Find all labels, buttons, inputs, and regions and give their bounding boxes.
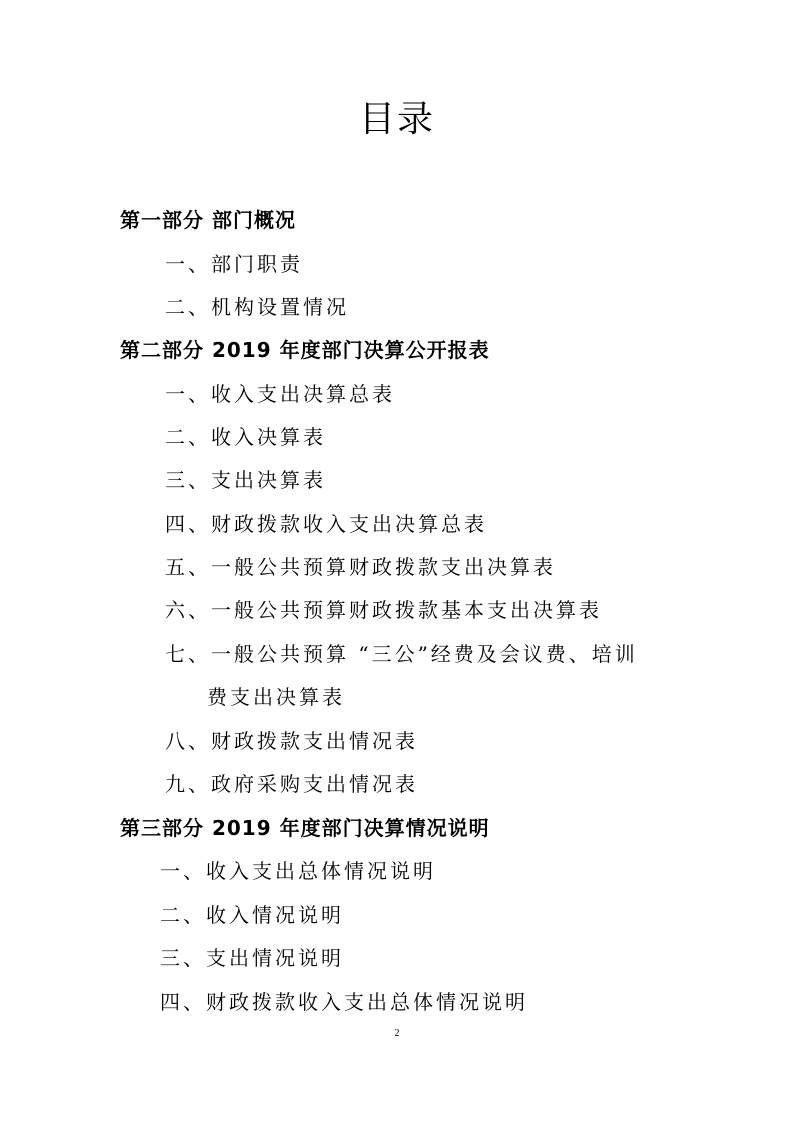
page-title: 目录 [358,99,435,140]
toc-item-general-budget-expenditure[interactable]: 五、一般公共预算财政拨款支出决算表 [165,555,556,579]
toc-item-general-budget-basic-expenditure[interactable]: 六、一般公共预算财政拨款基本支出决算表 [165,598,602,622]
toc-part-3-heading[interactable]: 第三部分 2019 年度部门决算情况说明 [120,816,490,840]
toc-item-income-expenditure-summary[interactable]: 一、收入支出决算总表 [165,382,395,406]
toc-item-income-explanation[interactable]: 二、收入情况说明 [160,903,344,927]
toc-item-overall-explanation[interactable]: 一、收入支出总体情况说明 [160,859,436,883]
toc-item-organization-setup[interactable]: 二、机构设置情况 [165,295,349,319]
toc-item-income-statement[interactable]: 二、收入决算表 [165,425,326,449]
page-number: 2 [394,1028,400,1039]
toc-item-expenditure-explanation[interactable]: 三、支出情况说明 [160,946,344,970]
toc-item-government-procurement[interactable]: 九、政府采购支出情况表 [165,772,418,796]
toc-part-1-heading[interactable]: 第一部分 部门概况 [120,208,296,232]
toc-item-fiscal-appropriation-summary[interactable]: 四、财政拨款收入支出决算总表 [165,512,487,536]
toc-item-department-duties[interactable]: 一、部门职责 [165,252,303,276]
toc-item-fiscal-appropriation-expenditure[interactable]: 八、财政拨款支出情况表 [165,729,418,753]
toc-item-three-public-expenses-continued[interactable]: 费支出决算表 [207,685,345,709]
toc-item-fiscal-appropriation-explanation[interactable]: 四、财政拨款收入支出总体情况说明 [160,990,528,1014]
toc-item-three-public-expenses[interactable]: 七、一般公共预算 “三公”经费及会议费、培训 [165,642,638,666]
toc-part-2-heading[interactable]: 第二部分 2019 年度部门决算公开报表 [120,338,490,362]
toc-item-expenditure-statement[interactable]: 三、支出决算表 [165,468,326,492]
